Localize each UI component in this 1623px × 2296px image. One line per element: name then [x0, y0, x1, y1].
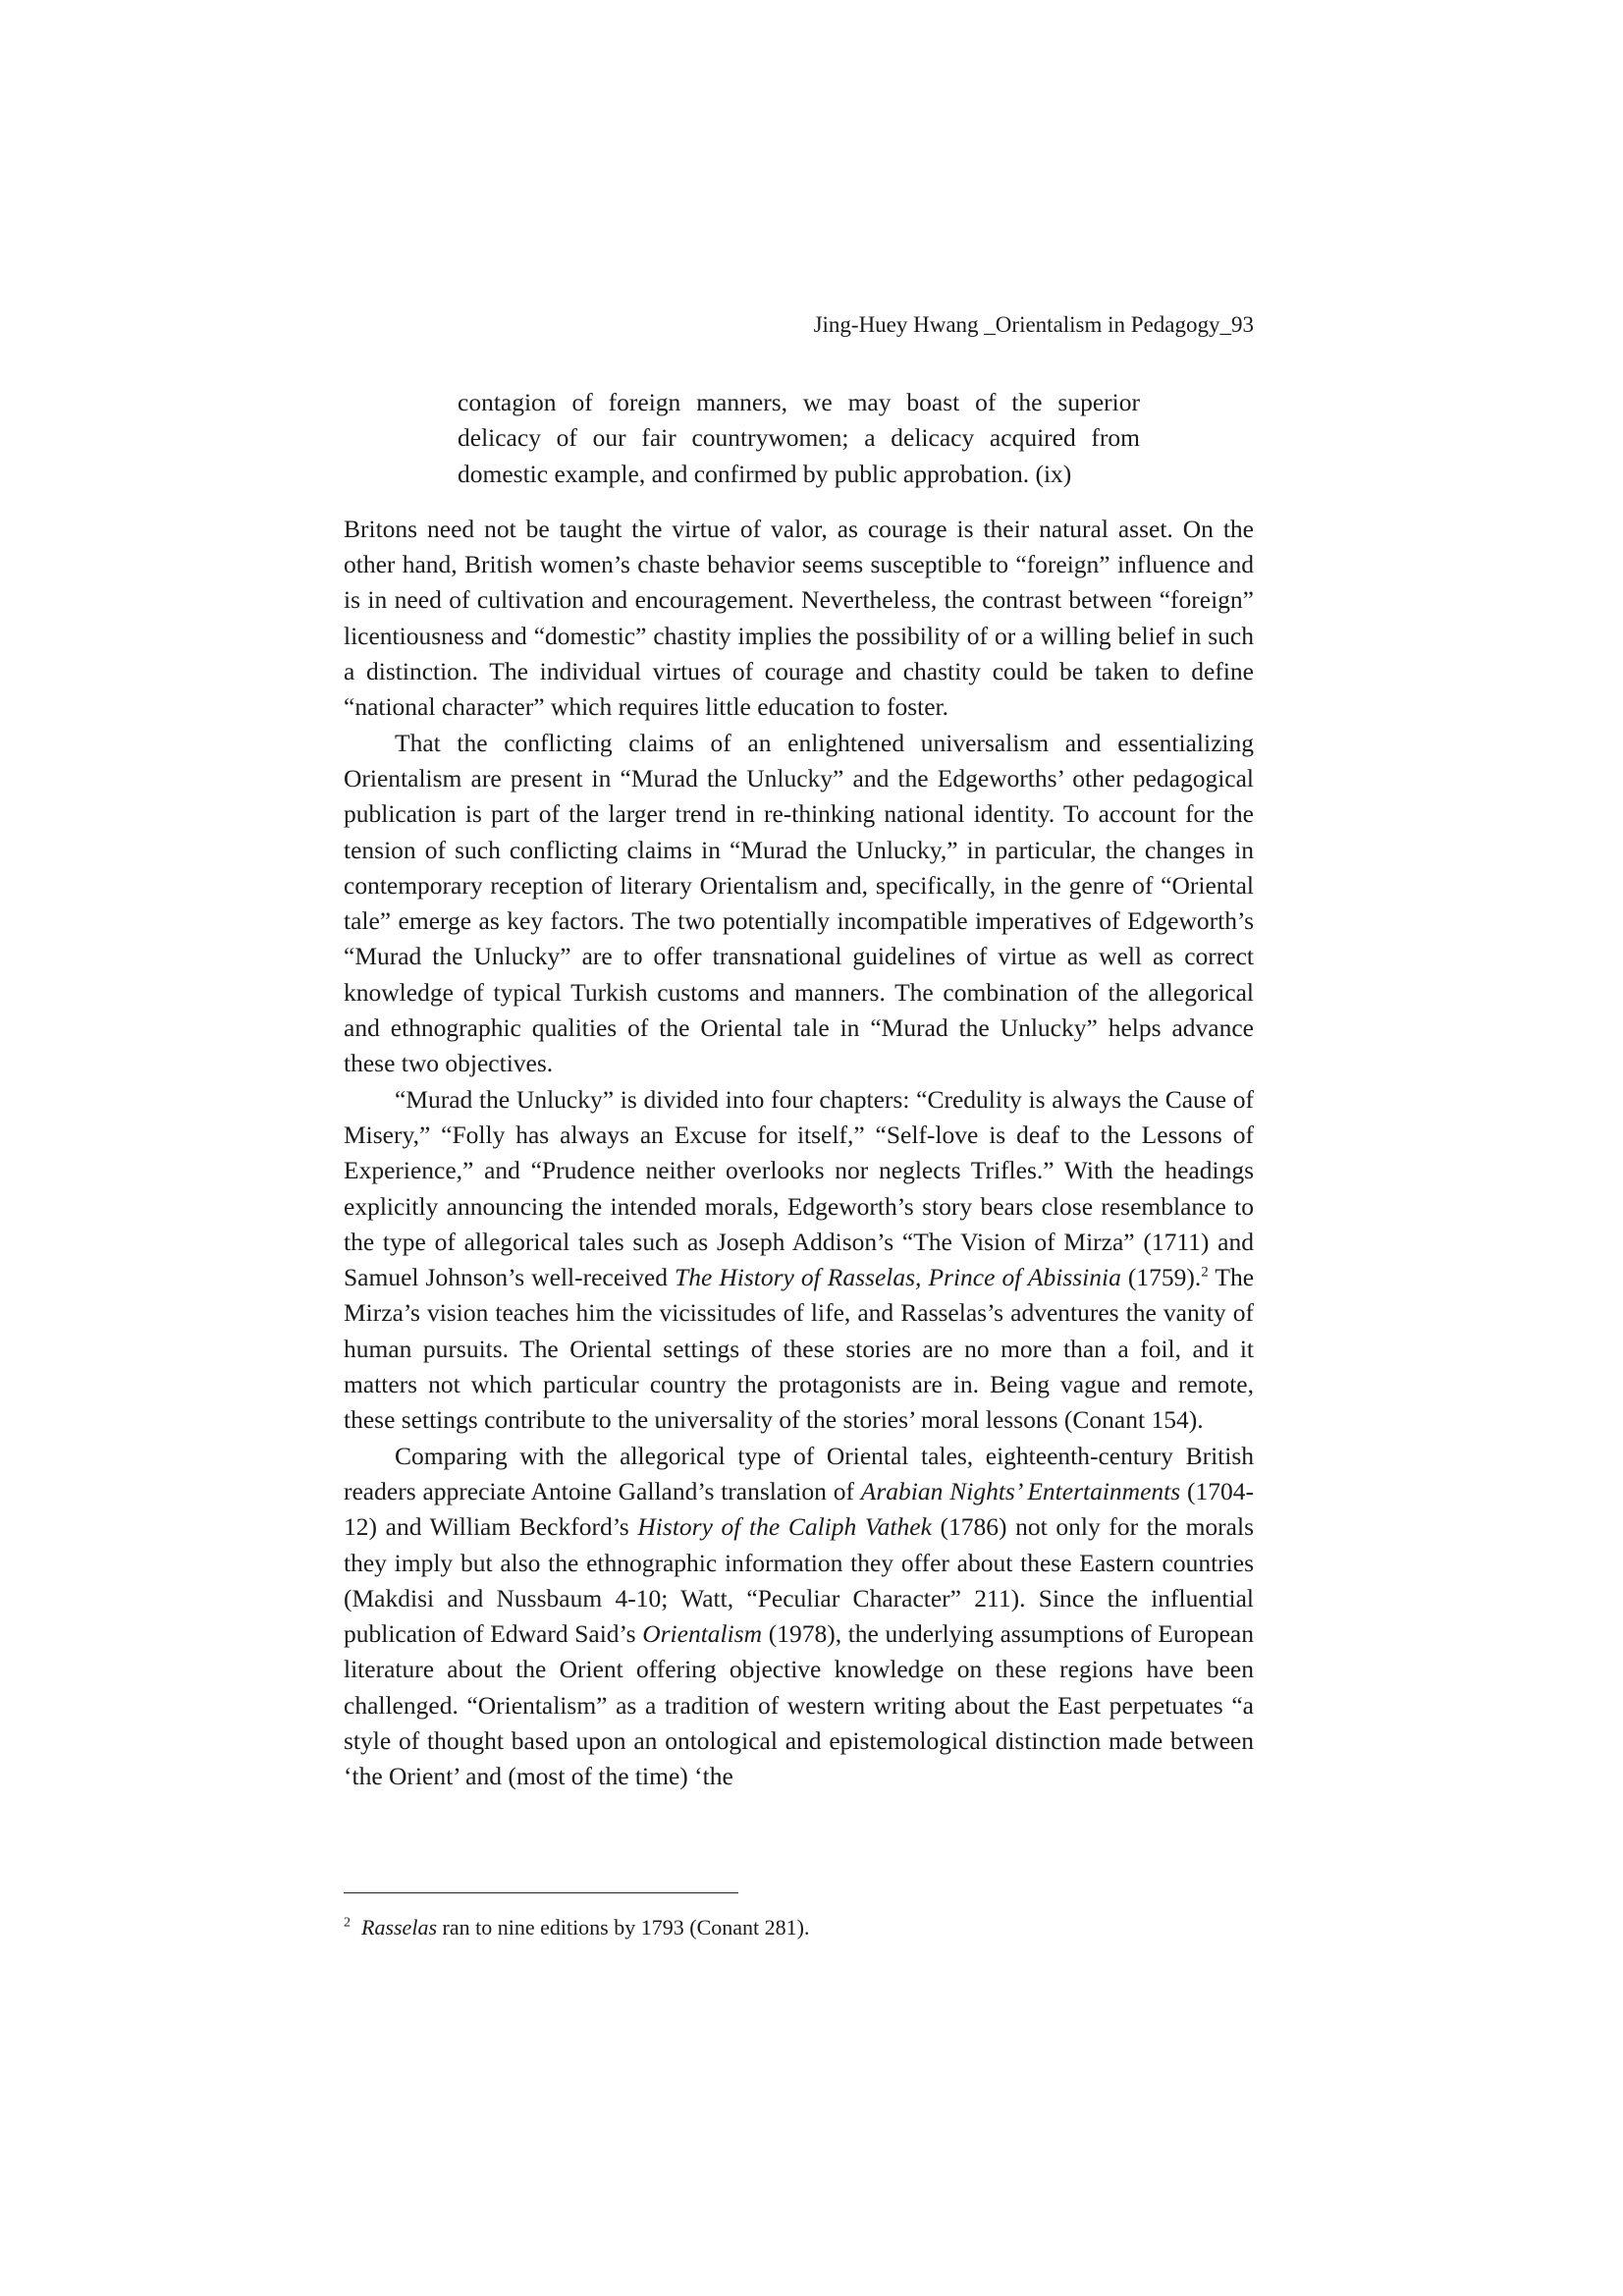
- footnote-text: ran to nine editions by 1793 (Conant 281).: [437, 1915, 810, 1940]
- paragraph-1: Britons need not be taught the virtue of valor, as courage is their natural asset. On the other hand, British women’s chaste behavior seems susceptible to “foreign” influence and is in need of cultivation and encouragement. Nevertheless, the contrast between “foreign” licentiousness and “domestic” chastity implies the possibility of or a willing belief in such a distinction. The individual virtues of courage and chastity could be taken to define “national character” which requires little education to foster.: [344, 514, 1254, 722]
- paragraph-4-text-d: (1978), the underlying assumptions of European literature about the Orient offering objective knowledge on these regions have been challenged. “Orientalism” as a tradition of western writing about the East perpetuates “a style of thought based upon an ontological and epistemological distinction made between ‘the Orient’ and (most of the time) ‘the: [344, 1619, 1254, 1791]
- paragraph-4: [344, 1439, 1254, 1795]
- vathek-title: History of the Caliph Vathek: [637, 1512, 932, 1542]
- paragraph-4-text-a: Comparing with the allegorical type of Oriental tales, eighteenth-century British readers appreciate Antoine Galland’s translation of: [344, 1441, 1254, 1505]
- footnote-title: Rasselas: [361, 1915, 437, 1940]
- footnote: [344, 1913, 1254, 1942]
- paragraph-4-text-c: (1786) not only for the morals they imply but also the ethnographic information they offer about these Eastern countries (Makdisi and Nussbaum 4-10; Watt, “Peculiar Character” 211). Since the influential publication of Edward Said’s: [344, 1512, 1254, 1649]
- paragraph-3-text-a: “Murad the Unlucky” is divided into four chapters: “Credulity is always the Cause of Misery,” “Folly has always an Excuse for itself,” “Self-love is deaf to the Lessons of Experience,” and “Prudence neither overlooks nor neglects Trifles.” With the headings explicitly announcing the intended morals, Edgeworth’s story bears close resemblance to the type of allegorical tales such as Joseph Addison’s “The Vision of Mirza” (1711) and Samuel Johnson’s well-received: [344, 1084, 1254, 1292]
- orientalism-title: Orientalism: [642, 1619, 763, 1649]
- arabian-nights-title: Arabian Nights’ Entertainments: [860, 1476, 1181, 1505]
- paragraph-2: That the conflicting claims of an enlightened universalism and essentializing Orientalism are present in “Murad the Unlucky” and the Edgeworths’ other pedagogical publication is part of the larger trend in re-thinking national identity. To account for the tension of such conflicting claims in “Murad the Unlucky,” in particular, the changes in contemporary reception of literary Orientalism and, specifically, in the genre of “Oriental tale” emerge as key factors. The two potentially incompatible imperatives of Edgeworth’s “Murad the Unlucky” are to offer transnational guidelines of virtue as well as correct knowledge of typical Turkish customs and manners. The combination of the allegorical and ethnographic qualities of the Oriental tale in “Murad the Unlucky” helps advance these two objectives.: [344, 728, 1254, 1078]
- block-quote: contagion of foreign manners, we may boast of the superior delicacy of our fair countrywomen; a delicacy acquired from domestic example, and confirmed by public approbation. (ix): [458, 388, 1140, 488]
- rasselas-title: The History of Rasselas, Prince of Abissinia: [675, 1263, 1121, 1292]
- footnote-marker[interactable]: 2: [1201, 1264, 1209, 1281]
- paragraph-4-text-b: (1704-12) and William Beckford’s: [344, 1476, 1254, 1542]
- paragraph-3-text-b: (1759).: [1120, 1263, 1202, 1292]
- footnote-number: 2: [344, 1915, 351, 1931]
- paragraph-3-text-c: The Mirza’s vision teaches him the vicissitudes of life, and Rasselas’s adventures the vanity of human pursuits. The Oriental settings of these stories are no more than a foil, and it matters not which particular country the protagonists are in. Being vague and remote, these settings contribute to the universality of the stories’ moral lessons (Conant 154).: [344, 1263, 1255, 1435]
- running-head: Jing-Huey Hwang _Orientalism in Pedagogy_93: [813, 312, 1254, 337]
- main-text: [344, 385, 1254, 1795]
- footnote-divider: [344, 1892, 738, 1893]
- paragraph-3: [344, 1082, 1254, 1439]
